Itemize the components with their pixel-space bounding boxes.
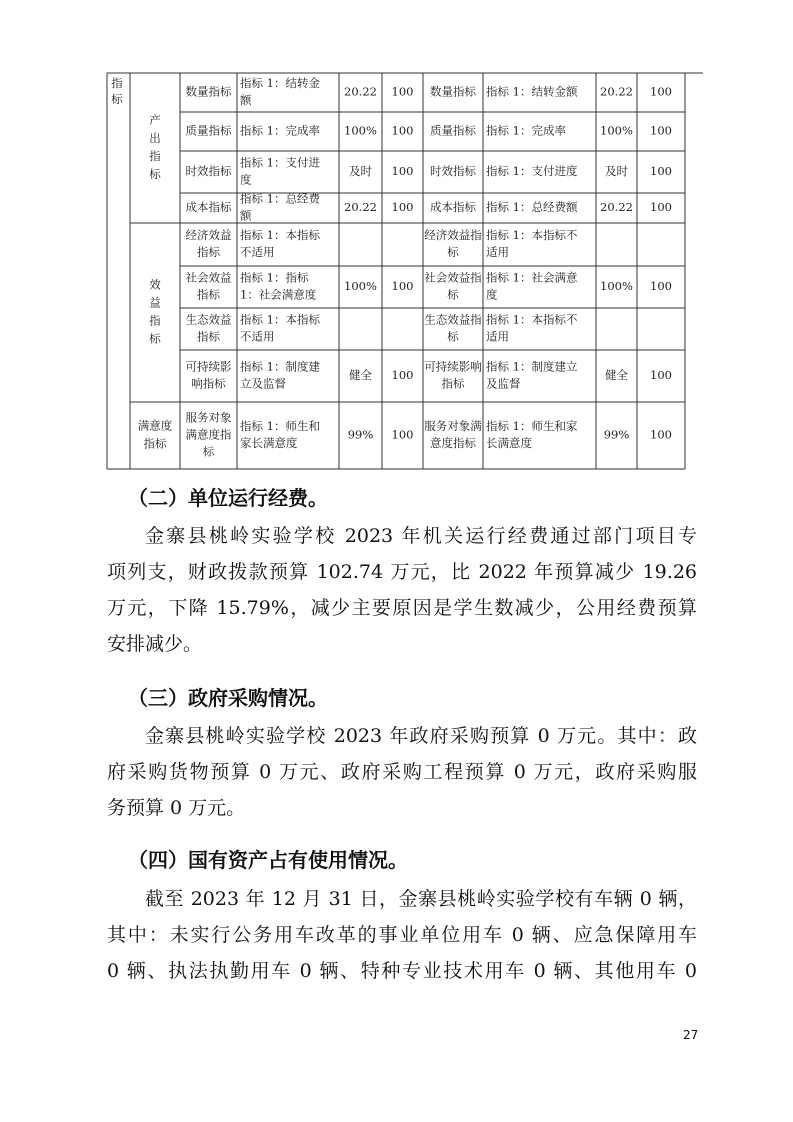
right-indicator-name: 长满意度 [486,436,532,450]
right-indicator-category: 成本指标 [430,200,476,214]
left-indicator-name: 指标 1：总经费 [240,191,320,206]
right-indicator-value: 及时 [605,164,628,178]
right-indicator-name: 指标 1：社会满意 [486,270,578,285]
right-indicator-category: 质量指标 [430,123,476,138]
section-heading-operating-funds: （二）单位运行经费。 [128,486,328,510]
paragraph-operating-funds [107,518,697,662]
left-indicator-category: 指标 [197,329,220,344]
group-label-effect: 标 [149,331,161,346]
left-indicator-name: 指标 1：本指标 [240,228,320,242]
right-indicator-name: 指标 1：本指标不 [486,312,578,327]
left-indicator-score: 100 [391,84,414,99]
section-heading-government-procurement: （三）政府采购情况。 [128,686,328,710]
left-indicator-name: 指标 1：制度建 [240,359,320,374]
left-indicator-name: 度 [240,172,252,187]
right-indicator-name: 指标 1：师生和家 [486,419,578,433]
right-indicator-name: 指标 1：完成率 [486,123,566,138]
left-indicator-category: 时效指标 [185,164,232,178]
paragraph-line: 金寨县桃岭实验学校 2023 年政府采购预算 0 万元。其中：政 [145,725,697,747]
left-indicator-name: 不适用 [240,329,275,344]
group-label-effect: 指 [149,313,161,328]
left-indicator-category: 数量指标 [185,84,232,99]
right-indicator-score: 100 [650,427,672,442]
section-heading-state-assets: （四）国有资产占有使用情况。 [128,848,408,872]
right-indicator-category: 标 [447,287,459,302]
right-indicator-category: 经济效益指 [424,228,482,242]
right-indicator-category: 标 [447,329,459,344]
paragraph-line: 项列支，财政拨款预算 102.74 万元，比 2022 年预算减少 19.26 [107,561,697,583]
left-indicator-value: 100% [344,123,377,138]
paragraph-line: 万元，下降 15.79%，减少主要原因是学生数减少，公用经费预算 [107,597,697,619]
left-indicator-name: 指标 1：师生和 [240,419,320,433]
group-label-satisfaction: 满意度 [137,418,173,433]
right-indicator-value: 健全 [605,368,628,382]
left-indicator-value: 99% [347,427,374,442]
right-indicator-value: 20.22 [600,200,633,214]
left-indicator-score: 100 [391,279,414,293]
table-cells [111,76,672,459]
group-label-output: 指 [149,149,161,163]
right-indicator-score: 100 [650,84,672,99]
paragraph-line: 其中：未实行公务用车改革的事业单位用车 0 辆、应急保障用车 [107,924,697,946]
right-indicator-name: 指标 1：支付进度 [486,164,578,178]
left-indicator-name: 指标 1：完成率 [240,123,320,138]
paragraph-line: 0 辆、执法执勤用车 0 辆、特种专业技术用车 0 辆、其他用车 0 [107,960,697,982]
left-indicator-category: 可持续影 [185,359,232,374]
paragraph-line: 截至 2023 年 12 月 31 日，金寨县桃岭实验学校有车辆 0 辆， [145,888,697,910]
left-indicator-name: 不适用 [240,245,275,259]
left-indicator-score: 100 [391,123,414,138]
paragraph-line: 安排减少。 [107,633,203,655]
right-indicator-name: 指标 1：本指标不 [486,228,578,242]
right-indicator-name: 指标 1：总经费额 [486,200,578,214]
group-label-output: 标 [149,167,161,181]
left-indicator-name: 指标 1：本指标 [240,312,320,327]
group-label-satisfaction: 指标 [143,436,167,451]
left-indicator-value: 健全 [349,368,372,382]
right-indicator-category: 生态效益指 [424,312,482,327]
right-indicator-category: 意度指标 [430,436,476,450]
left-indicator-name: 额 [240,208,252,223]
page-number: 27 [683,1028,699,1042]
left-indicator-name: 立及监督 [240,376,286,391]
right-indicator-category: 时效指标 [430,164,476,178]
right-indicator-name: 度 [486,287,498,302]
right-indicator-name: 指标 1：制度建立 [486,359,578,374]
group-label-effect: 效 [149,277,161,292]
paragraph-government-procurement [107,718,697,826]
left-indicator-category: 成本指标 [185,200,232,214]
indicator-column-label: 指 [111,76,123,90]
right-indicator-value: 99% [603,427,630,442]
left-indicator-category: 指标 [197,245,220,259]
right-indicator-category: 可持续影响 [424,359,482,374]
left-indicator-category: 经济效益 [185,228,232,242]
right-indicator-score: 100 [650,164,672,178]
right-indicator-name: 及监督 [486,376,521,391]
left-indicator-category: 质量指标 [185,123,232,138]
paragraph-line: 务预算 0 万元。 [107,797,246,819]
right-indicator-category: 社会效益指 [424,270,482,285]
left-indicator-score: 100 [391,164,414,178]
right-indicator-score: 100 [650,200,672,214]
left-indicator-name: 1：社会满意度 [240,287,317,302]
right-indicator-name: 适用 [486,245,509,259]
right-indicator-category: 数量指标 [430,84,476,99]
left-indicator-value: 100% [344,279,377,293]
right-indicator-category: 服务对象满 [424,419,482,433]
left-indicator-category: 指标 [197,287,220,302]
paragraph-line: 金寨县桃岭实验学校 2023 年机关运行经费通过部门项目专 [145,525,697,547]
left-indicator-category: 生态效益 [185,312,232,327]
left-indicator-score: 100 [391,427,414,442]
indicator-column-label: 标 [111,92,123,106]
left-indicator-value: 20.22 [344,200,377,214]
right-indicator-name: 适用 [486,329,509,344]
left-indicator-category: 响指标 [191,376,226,391]
left-indicator-category: 满意度指 [185,427,232,442]
left-indicator-name: 指标 1：支付进 [240,155,320,170]
performance-indicator-table [0,0,793,480]
right-indicator-value: 100% [600,279,633,293]
left-indicator-name: 额 [240,93,252,107]
paragraph-line: 府采购货物预算 0 万元、政府采购工程预算 0 万元，政府采购服 [107,761,697,783]
right-indicator-category: 指标 [441,376,465,391]
left-indicator-category: 标 [202,444,215,459]
right-indicator-score: 100 [650,279,672,293]
left-indicator-category: 服务对象 [185,410,232,425]
right-indicator-name: 指标 1：结转金额 [486,84,578,99]
paragraph-state-assets [107,881,697,989]
left-indicator-score: 100 [391,368,414,382]
group-label-effect: 益 [149,295,161,310]
left-indicator-category: 社会效益 [185,270,232,285]
left-indicator-value: 20.22 [344,84,377,99]
right-indicator-category: 标 [447,245,459,259]
left-indicator-score: 100 [391,200,414,214]
left-indicator-name: 指标 1：结转金 [240,76,320,90]
left-indicator-value: 及时 [349,164,372,178]
right-indicator-score: 100 [650,123,672,138]
left-indicator-name: 指标 1：指标 [240,270,309,285]
group-label-output: 产 [149,113,161,127]
left-indicator-name: 家长满意度 [240,436,298,450]
right-indicator-value: 100% [600,123,633,138]
right-indicator-value: 20.22 [600,84,633,99]
group-label-output: 出 [149,131,161,145]
right-indicator-score: 100 [650,368,672,382]
